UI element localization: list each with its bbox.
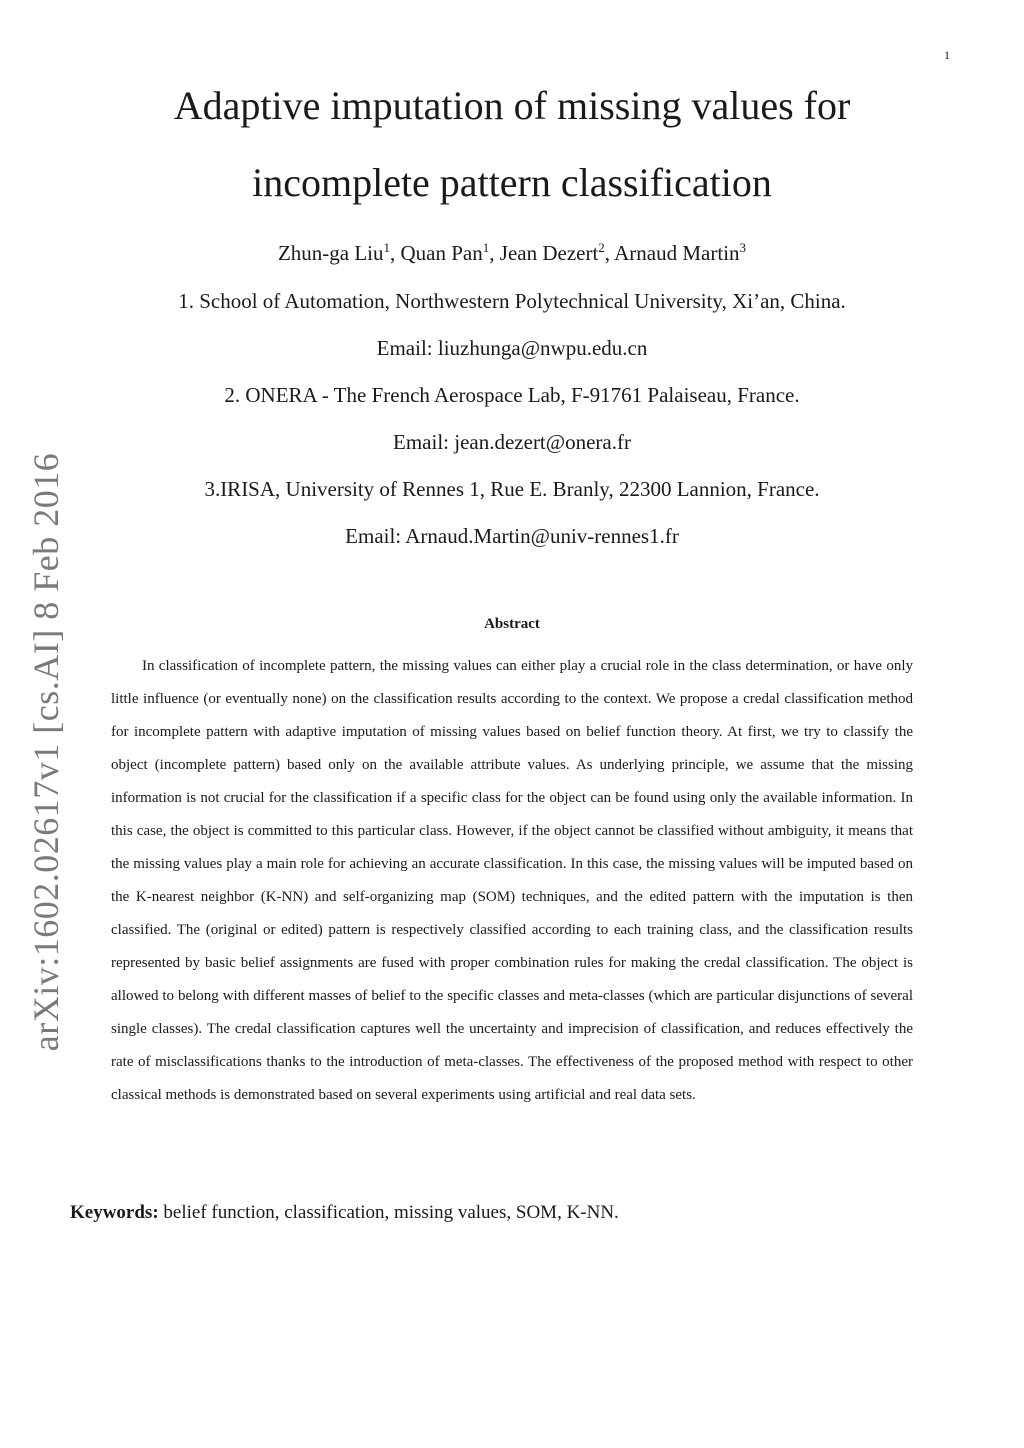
keywords-text: belief function, classification, missing values, SOM, K-NN. (158, 1202, 619, 1223)
author-separator: , (604, 241, 615, 265)
email-2: Email: jean.dezert@onera.fr (393, 430, 631, 454)
affiliation-mark: 1 (383, 240, 391, 255)
paper-title-line-1: Adaptive imputation of missing values for (173, 83, 851, 128)
author-separator: , (489, 241, 500, 265)
author-separator: , (390, 241, 401, 265)
page-number: 1 (944, 48, 950, 62)
email-1: Email: liuzhunga@nwpu.edu.cn (376, 336, 648, 360)
author-name: Jean Dezert (499, 241, 599, 265)
affiliation-mark: 1 (482, 240, 490, 255)
affiliation-mark: 3 (739, 240, 747, 255)
keywords (70, 1202, 619, 1224)
arxiv-stamp: arXiv:1602.02617v1 [cs.AI] 8 Feb 2016 (26, 452, 66, 1052)
affiliation-mark: 2 (598, 240, 605, 255)
abstract-body: In classification of incomplete pattern, the missing values can either play a crucial role in the class determination, or have only little influence (or eventually none) on the classification results according to the context. We propose a credal classification method for incomplete pattern with adaptive imputation of missing values based on belief function theory. At first, we try to classify the object (incomplete pattern) based only on the available attribute values. As underlying principle, we assume that the missing information is not crucial for the classification if a specific class for the object can be found using only the available information. In this case, the object is committed to this particular class. However, if the object cannot be classified without ambiguity, it means that the missing values play a main role for achieving an accurate classification. In this case, the missing values will be imputed based on the K-nearest neighbor (K-NN) and self-organizing map (SOM) techniques, and the edited pattern with the imputation is then classified. The (original or edited) pattern is respectively classified according to each training class, and the classification results represented by basic belief assignments are fused with proper combination rules for making the credal classification. The object is allowed to belong with different masses of belief to the specific classes and meta-classes (which are particular disjunctions of several single classes). The credal classification captures well the uncertainty and imprecision of classification, and reduces effectively the rate of misclassifications thanks to the introduction of meta-classes. The effectiveness of the proposed method with respect to other classical methods is demonstrated based on several experiments using artificial and real data sets. (111, 658, 913, 1103)
affiliation-3: 3.IRISA, University of Rennes 1, Rue E. Branly, 22300 Lannion, France. (204, 477, 820, 501)
abstract-heading: Abstract (484, 616, 540, 632)
keywords-label: Keywords: (70, 1202, 159, 1223)
author-list (0, 240, 1024, 265)
author-name: Quan Pan (400, 241, 483, 265)
paper-title-line-2: incomplete pattern classification (252, 160, 772, 205)
author-name: Arnaud Martin (614, 241, 740, 265)
email-3: Email: Arnaud.Martin@univ-rennes1.fr (345, 524, 679, 548)
affiliation-1: 1. School of Automation, Northwestern Polytechnical University, Xi’an, China. (178, 289, 846, 313)
affiliation-2: 2. ONERA - The French Aerospace Lab, F-91761 Palaiseau, France. (224, 383, 800, 407)
author-name: Zhun-ga Liu (277, 241, 384, 265)
